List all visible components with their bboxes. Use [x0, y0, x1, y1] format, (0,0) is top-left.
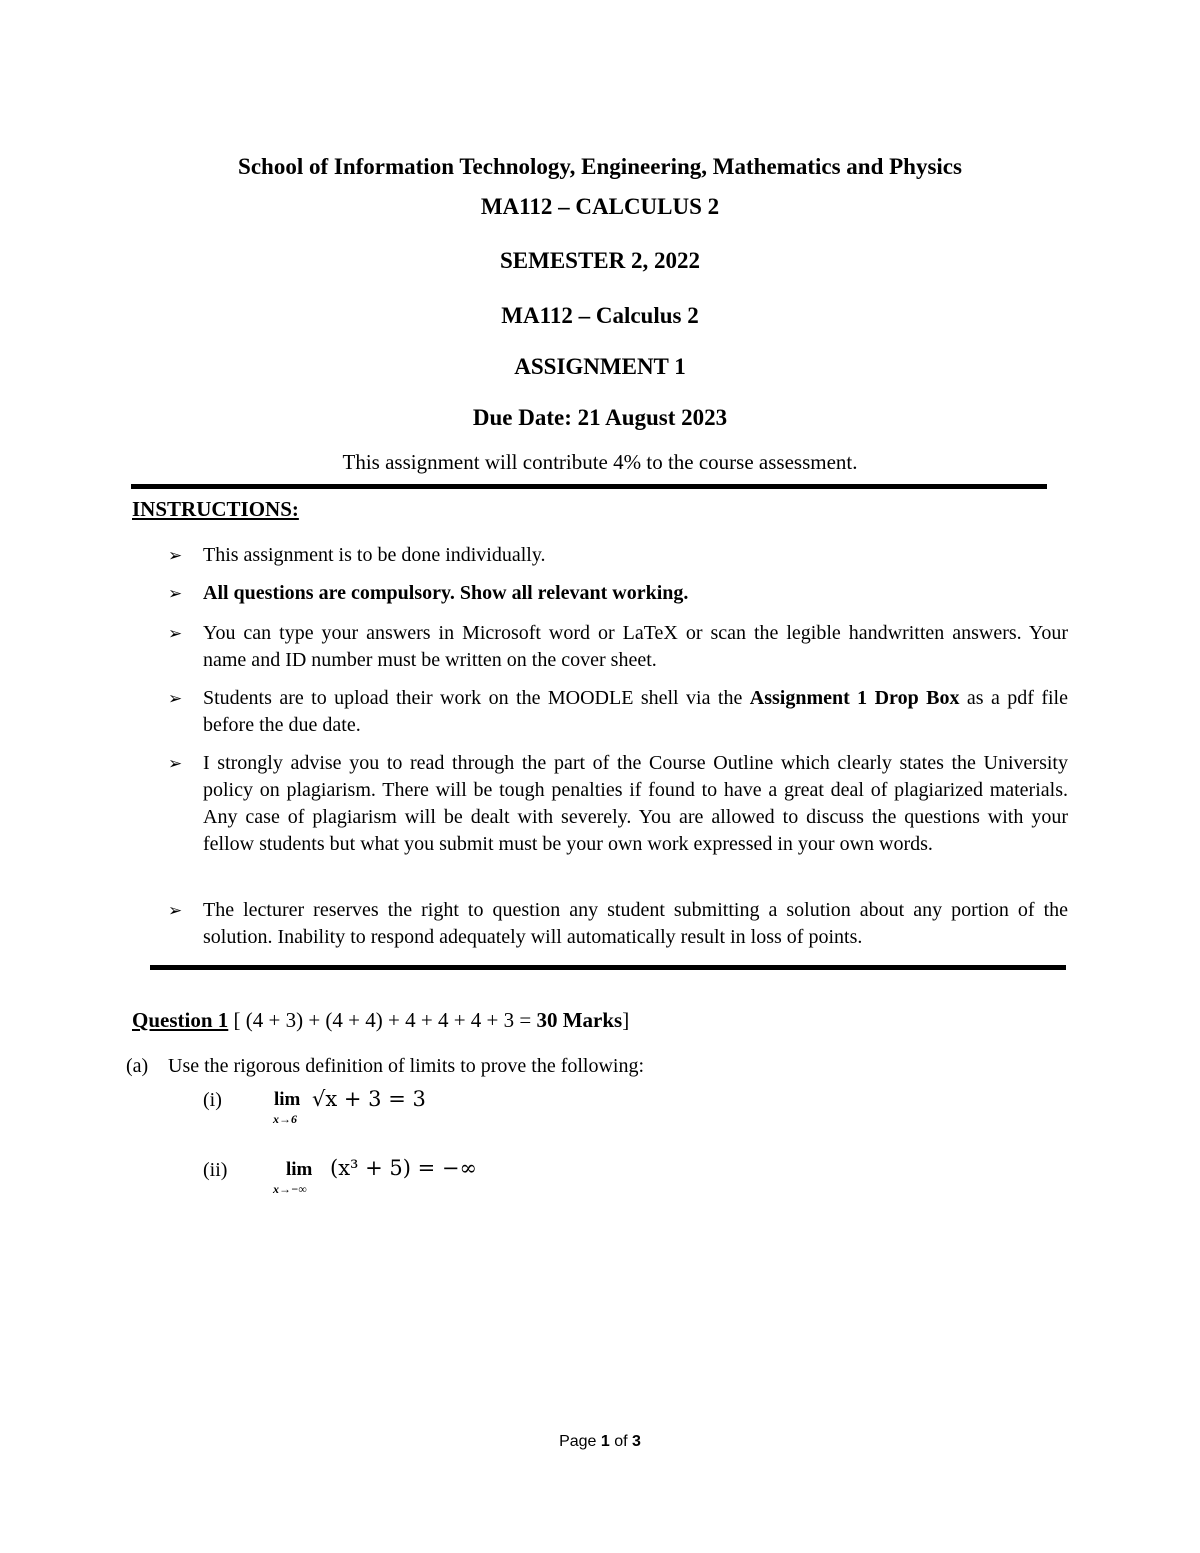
- instruction-text: All questions are compulsory. Show all relevant working.: [203, 582, 689, 604]
- due-date: Due Date: 21 August 2023: [472, 405, 728, 430]
- marks-total: 30 Marks: [536, 1008, 623, 1032]
- sub-ii-label: (ii): [203, 1159, 228, 1181]
- semester: SEMESTER 2, 2022: [499, 248, 700, 273]
- part-a: [126, 1055, 644, 1078]
- limit-subscript: x→6: [273, 1112, 297, 1126]
- instruction-item: [168, 897, 1068, 951]
- course-title: MA112 – Calculus 2: [501, 303, 699, 328]
- marks-breakdown: [ (4 + 3) + (4 + 4) + 4 + 4 + 4 + 3 =: [228, 1008, 537, 1032]
- part-a-text: Use the rigorous definition of limits to prove the following:: [168, 1055, 645, 1077]
- sub-i-label: (i): [203, 1089, 222, 1111]
- arrow-bullet-icon: ➢: [168, 584, 183, 603]
- instruction-item: [168, 685, 1068, 739]
- instruction-item: [168, 542, 1068, 569]
- arrow-bullet-icon: ➢: [168, 689, 183, 708]
- question-label: Question 1: [132, 1008, 229, 1032]
- arrow-bullet-icon: ➢: [168, 624, 183, 643]
- instruction-item: [168, 580, 1068, 607]
- instruction-item: [168, 750, 1068, 858]
- arrow-bullet-icon: ➢: [168, 546, 183, 565]
- instruction-text: The lecturer reserves the right to question any student submitting a solution about any portion of the solution. Inability to respond adequately will automatically result in loss of points.: [203, 899, 1068, 948]
- bottom-rule: [150, 965, 1066, 970]
- part-a-label: (a): [126, 1055, 149, 1077]
- arrow-bullet-icon: ➢: [168, 901, 183, 920]
- instruction-text: I strongly advise you to read through the part of the Course Outline which clearly states the University policy on plagiarism. There will be tough penalties if found to have a great deal of plagiarized materials. Any case of plagiarism will be dealt with severely. You are allowed to discuss the questions with your fellow students but what you submit must be your own work expressed in your own words.: [203, 752, 1068, 855]
- school-name: School of Information Technology, Engineering, Mathematics and Physics: [238, 154, 962, 179]
- question-1-heading: Question 1 [ (4 + 3) + (4 + 4) + 4 + 4 + 4 + 3 = 30 Marks]: [132, 1008, 630, 1032]
- instructions-title: INSTRUCTIONS:: [132, 497, 299, 521]
- page-footer: Page 1 of 3: [559, 1433, 641, 1450]
- limit-operator: lim: [274, 1089, 301, 1110]
- limit-expression-ii: (x³ + 5) = −∞: [330, 1156, 477, 1180]
- contribution-note: This assignment will contribute 4% to the course assessment.: [342, 450, 858, 474]
- course-code-title: MA112 – CALCULUS 2: [480, 194, 720, 219]
- instruction-text: You can type your answers in Microsoft word or LaTeX or scan the legible handwritten answers. Your name and ID number must be written on the cover sheet.: [203, 622, 1068, 671]
- limit-operator: lim: [286, 1159, 313, 1180]
- assignment-title: ASSIGNMENT 1: [514, 354, 686, 379]
- arrow-bullet-icon: ➢: [168, 754, 183, 773]
- instruction-item: [168, 620, 1068, 674]
- limit-expression-i: √x + 3 = 3: [312, 1087, 426, 1111]
- limit-subscript: x→−∞: [273, 1182, 307, 1196]
- instruction-text: This assignment is to be done individually.: [203, 544, 546, 566]
- top-rule: [131, 484, 1047, 489]
- instruction-text: Students are to upload their work on the MOODLE shell via the Assignment 1 Drop Box as a pdf file before the due date.: [203, 687, 1068, 736]
- drop-box-name: Assignment 1 Drop Box: [749, 687, 960, 709]
